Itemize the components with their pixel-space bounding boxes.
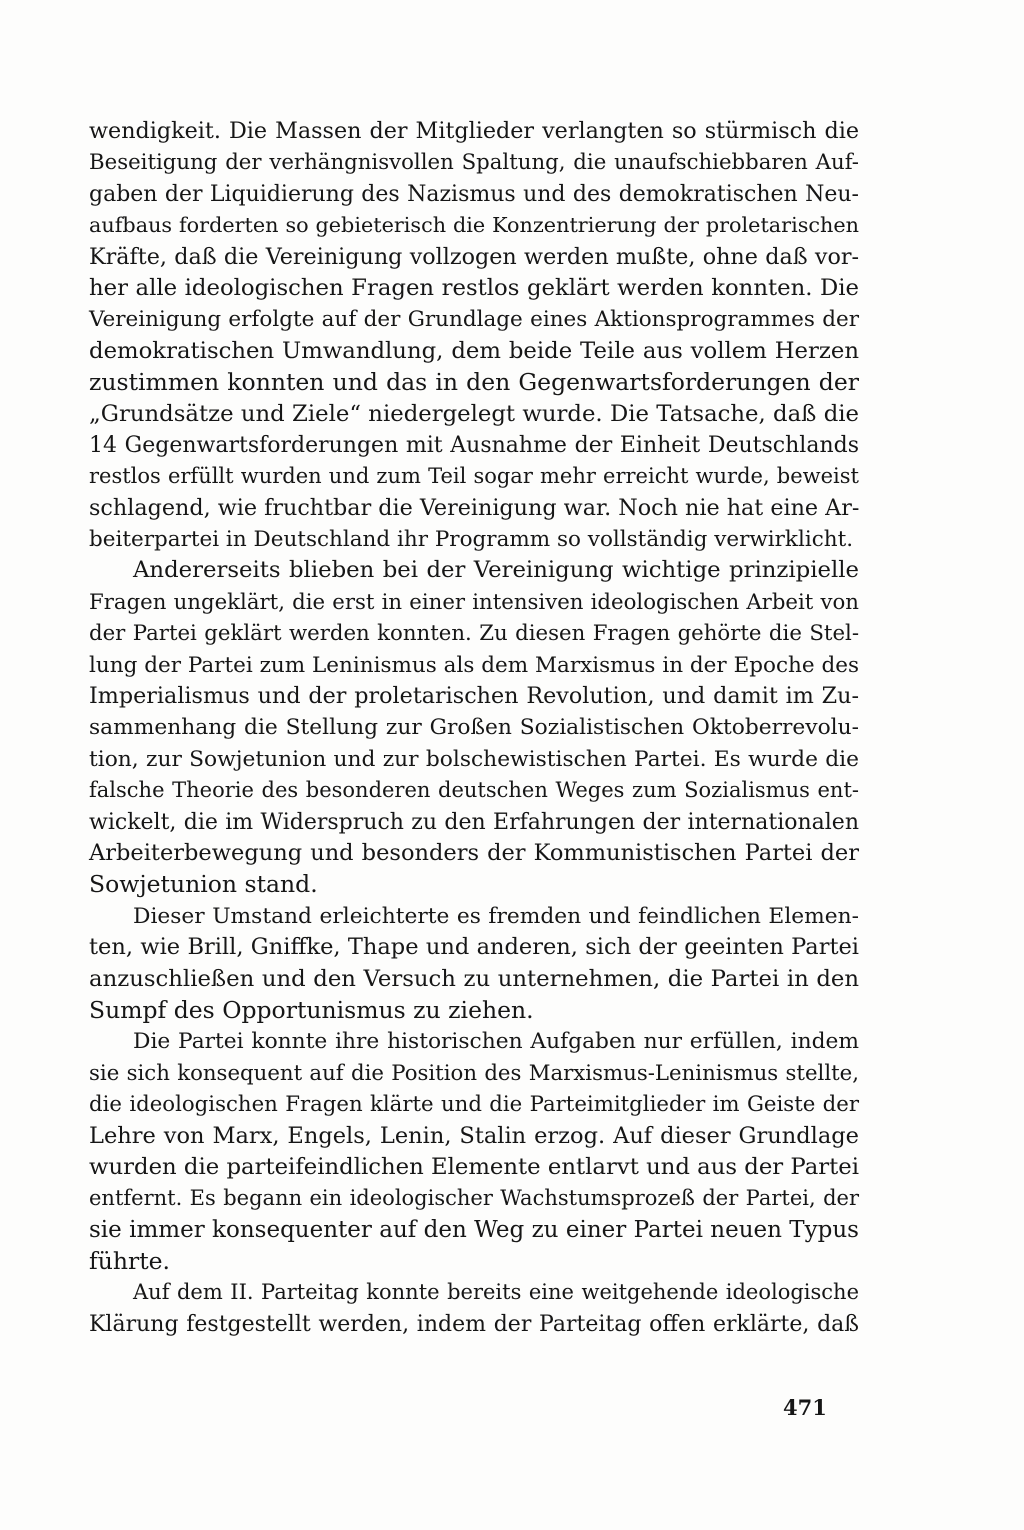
text-line: Lehre von Marx, Engels, Lenin, Stalin erzog. Auf dieser Grundlage [89, 1122, 859, 1149]
text-line: ten, wie Brill, Gniffke, Thape und anderen, sich der geeinten Partei [89, 934, 859, 961]
text-line: lung der Partei zum Leninismus als dem Marxismus in der Epoche des [89, 652, 859, 678]
text-line: Beseitigung der verhängnisvollen Spaltung, die unaufschiebbaren Auf- [89, 150, 859, 176]
paragraph [89, 555, 859, 900]
text-line: sammenhang die Stellung zur Großen Sozialistischen Oktoberrevolu- [89, 715, 859, 741]
text-line: 14 Gegenwartsforderungen mit Ausnahme der Einheit Deutschlands [89, 432, 859, 458]
text-line: Kräfte, daß die Vereinigung vollzogen werden mußte, ohne daß vor- [89, 243, 859, 270]
text-line: restlos erfüllt wurden und zum Teil sogar mehr erreicht wurde, beweist [89, 464, 859, 489]
text-line: Die Partei konnte ihre historischen Aufgaben nur erfüllen, indem [133, 1029, 859, 1055]
paragraph [89, 116, 859, 555]
text-line: wurden die parteifeindlichen Elemente entlarvt und aus der Partei [89, 1153, 860, 1180]
text-line: falsche Theorie des besonderen deutschen Weges zum Sozialismus ent- [89, 778, 859, 803]
text-line: führte. [89, 1247, 171, 1276]
text-line: die ideologischen Fragen klärte und die Parteimitglieder im Geiste der [89, 1092, 859, 1118]
text-line: anzuschließen und den Versuch zu unternehmen, die Partei in den [89, 965, 859, 992]
text-line: Arbeiterbewegung und besonders der Kommunistischen Partei der [89, 839, 859, 866]
text-line: der Partei geklärt werden konnten. Zu diesen Fragen gehörte die Stel- [89, 621, 859, 647]
text-line: sie sich konsequent auf die Position des Marxismus-Leninismus stellte, [89, 1060, 859, 1086]
text-line: zustimmen konnten und das in den Gegenwartsforderungen der [89, 368, 859, 397]
text-line: wickelt, die im Widerspruch zu den Erfahrungen der internationalen [89, 809, 859, 835]
text-line: Auf dem II. Parteitag konnte bereits eine weitgehende ideologische [133, 1280, 859, 1305]
text-line: aufbaus forderten so gebieterisch die Konzentrierung der proletarischen [89, 213, 859, 238]
paragraph [89, 1026, 859, 1277]
text-line: sie immer konsequenter auf den Weg zu einer Partei neuen Typus [89, 1216, 859, 1243]
text-line: Fragen ungeklärt, die erst in einer intensiven ideologischen Arbeit von [89, 589, 859, 615]
text-line: Dieser Umstand erleichterte es fremden und feindlichen Elemen- [133, 903, 859, 929]
text-line: beiterpartei in Deutschland ihr Programm so vollständig verwirklicht. [89, 527, 854, 553]
text-line: her alle ideologischen Fragen restlos geklärt werden konnten. Die [89, 274, 859, 301]
text-line: Klärung festgestellt werden, indem der Parteitag offen erklärte, daß [89, 1311, 859, 1337]
text-line: Imperialismus und der proletarischen Revolution, und damit im Zu- [89, 683, 859, 710]
text-line: tion, zur Sowjetunion und zur bolschewistischen Partei. Es wurde die [89, 746, 859, 772]
page-number: 471 [783, 1395, 827, 1420]
paragraph [89, 901, 859, 1027]
text-line: schlagend, wie fruchtbar die Vereinigung war. Noch nie hat eine Ar- [89, 494, 860, 521]
text-line: gaben der Liquidierung des Nazismus und des demokratischen Neu- [89, 181, 859, 207]
text-line: entfernt. Es begann ein ideologischer Wachstumsprozeß der Partei, der [89, 1186, 859, 1211]
text-line: Vereinigung erfolgte auf der Grundlage eines Aktionsprogrammes der [89, 307, 859, 333]
text-line: Sowjetunion stand. [89, 870, 318, 899]
text-line: wendigkeit. Die Massen der Mitglieder verlangten so stürmisch die [89, 118, 859, 144]
paragraph [89, 1277, 859, 1340]
body-text [89, 116, 859, 1340]
text-line: demokratischen Umwandlung, dem beide Teile aus vollem Herzen [89, 337, 859, 364]
text-line: Sumpf des Opportunismus zu ziehen. [89, 995, 534, 1024]
text-line: Andererseits blieben bei der Vereinigung wichtige prinzipielle [133, 557, 859, 584]
text-line: „Grundsätze und Ziele“ niedergelegt wurde. Die Tatsache, daß die [89, 400, 859, 427]
